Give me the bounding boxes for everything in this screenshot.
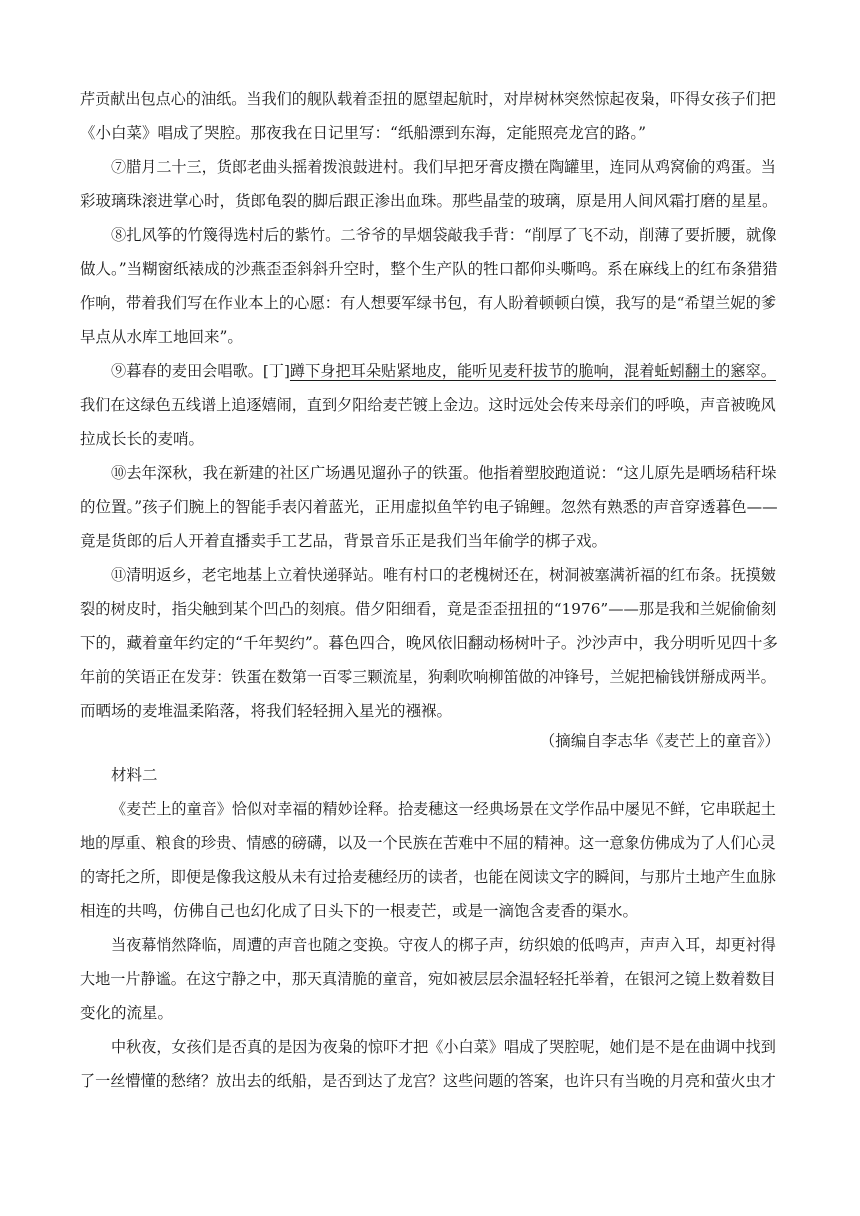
text-line: 彩玻璃珠滚进掌心时，货郎龟裂的脚后跟正渗出血珠。那些晶莹的玻璃，原是用人间风霜打磨的星星。	[80, 192, 778, 210]
paragraph-7	[80, 150, 780, 218]
text-line: 下的，藏着童年约定的“千年契约”。暮色四合，晚风依旧翻动杨树叶子。沙沙声中，我分明听见四十多	[80, 634, 778, 652]
material2-paragraph-1	[80, 792, 780, 928]
text-line: 年前的笑语正在发芽：铁蛋在数第一百零三颗流星，狗剩吹响柳笛做的冲锋号，兰妮把榆钱饼掰成两半。	[80, 668, 776, 686]
paragraph-9	[80, 354, 780, 456]
text-line: 相连的共鸣，仿佛自己也幻化成了日头下的一根麦芒，或是一滴饱含麦香的渠水。	[80, 902, 639, 920]
text-line: 的寄托之所，即便是像我这般从未有过拾麦穗经历的读者，也能在阅读文字的瞬间，与那片土地产生血脉	[80, 868, 776, 886]
text-line	[80, 354, 780, 388]
source-citation: （摘编自李志华《麦芒上的童音》）	[539, 732, 780, 750]
text-line: 大地一片静谧。在这宁静之中，那天真清脆的童音，宛如被层层余温轻轻托举着，在银河之镜上数着数目	[80, 970, 776, 988]
text-line: 作响，带着我们写在作业本上的心愿：有人想要军绿书包，有人盼着顿顿白馍，我写的是“希望兰妮的爹	[80, 294, 777, 312]
paragraph-continuation	[80, 82, 780, 150]
text-line: 裂的树皮时，指尖触到某个凹凸的刻痕。借夕阳细看，竟是歪歪扭扭的“1976”——那是我和兰妮偷偷刻	[80, 600, 777, 618]
text-line: 竟是货郎的后人开着直播卖手工艺品，背景音乐正是我们当年偷学的梆子戏。	[80, 532, 608, 550]
text-line: ⑦腊月二十三，货郎老曲头摇着拨浪鼓进村。我们早把牙膏皮攒在陶罐里，连同从鸡窝偷的鸡蛋。当	[111, 158, 776, 176]
text-line: ⑧扎风筝的竹篾得选村后的紫竹。二爷爷的旱烟袋敲我手背：“削厚了飞不动，削薄了要折腰，就像	[111, 226, 777, 244]
text-line: 《麦芒上的童音》恰似对幸福的精妙诠释。拾麦穗这一经典场景在文学作品中屡见不鲜，它串联起土	[111, 800, 776, 818]
text-line: ⑩去年深秋，我在新建的社区广场遇见遛孙子的铁蛋。他指着塑胶跑道说：“这儿原先是晒场秸秆垛	[111, 464, 777, 482]
text-line: 《小白菜》唱成了哭腔。那夜我在日记里写：“纸船漂到东海，定能照亮龙宫的路。”	[80, 124, 647, 142]
paragraph-10	[80, 456, 780, 558]
text-line: 我们在这绿色五线谱上追逐嬉闹，直到夕阳给麦芒镀上金边。这时远处会传来母亲们的呼唤，声音被晚风	[80, 396, 776, 414]
text-line: 的位置。”孩子们腕上的智能手表闪着蓝光，正用虚拟鱼竿钓电子锦鲤。忽然有熟悉的声音穿透暮色——	[80, 498, 778, 516]
paragraph-9-prefix: ⑨暮春的麦田会唱歌。[丁]	[111, 362, 290, 380]
text-line: 芹贡献出包点心的油纸。当我们的舰队载着歪扭的愿望起航时，对岸树林突然惊起夜枭，吓得女孩子们把	[80, 90, 776, 108]
text-line: 中秋夜，女孩们是否真的是因为夜枭的惊吓才把《小白菜》唱成了哭腔呢，她们是不是在曲调中找到	[111, 1038, 776, 1056]
text-line: 变化的流星。	[80, 1004, 174, 1022]
text-line: 拉成长长的麦哨。	[80, 430, 205, 448]
text-line: 地的厚重、粮食的珍贵、情感的磅礴，以及一个民族在苦难中不屈的精神。这一意象仿佛成为了人们心灵	[80, 834, 776, 852]
text-line: 当夜幕悄然降临，周遭的声音也随之变换。守夜人的梆子声，纺织娘的低鸣声，声声入耳，却更衬得	[111, 936, 776, 954]
paragraph-11	[80, 558, 780, 728]
section-heading: 材料二	[111, 766, 158, 784]
underlined-sentence: 蹲下身把耳朵贴紧地皮，能听见麦秆拔节的脆响，混着蚯蚓翻土的窸窣。	[289, 362, 776, 380]
text-line: 早点从水库工地回来”。	[80, 328, 243, 346]
text-line: 做人。”当糊窗纸裱成的沙燕歪歪斜斜升空时，整个生产队的牲口都仰头嘶鸣。系在麻线上的红布条猎猎	[80, 260, 778, 278]
material2-paragraph-3	[80, 1030, 780, 1098]
material2-paragraph-2	[80, 928, 780, 1030]
text-line: 了一丝懵懂的愁绪？放出去的纸船，是否到达了龙宫？这些问题的答案，也许只有当晚的月亮和萤火虫才	[80, 1072, 776, 1090]
paragraph-8	[80, 218, 780, 354]
text-line: ⑪清明返乡，老宅地基上立着快递驿站。唯有村口的老槐树还在，树洞被塞满祈福的红布条。抚摸皴	[111, 566, 776, 584]
text-line: 而晒场的麦堆温柔陷落，将我们轻轻拥入星光的襁褓。	[80, 702, 453, 720]
